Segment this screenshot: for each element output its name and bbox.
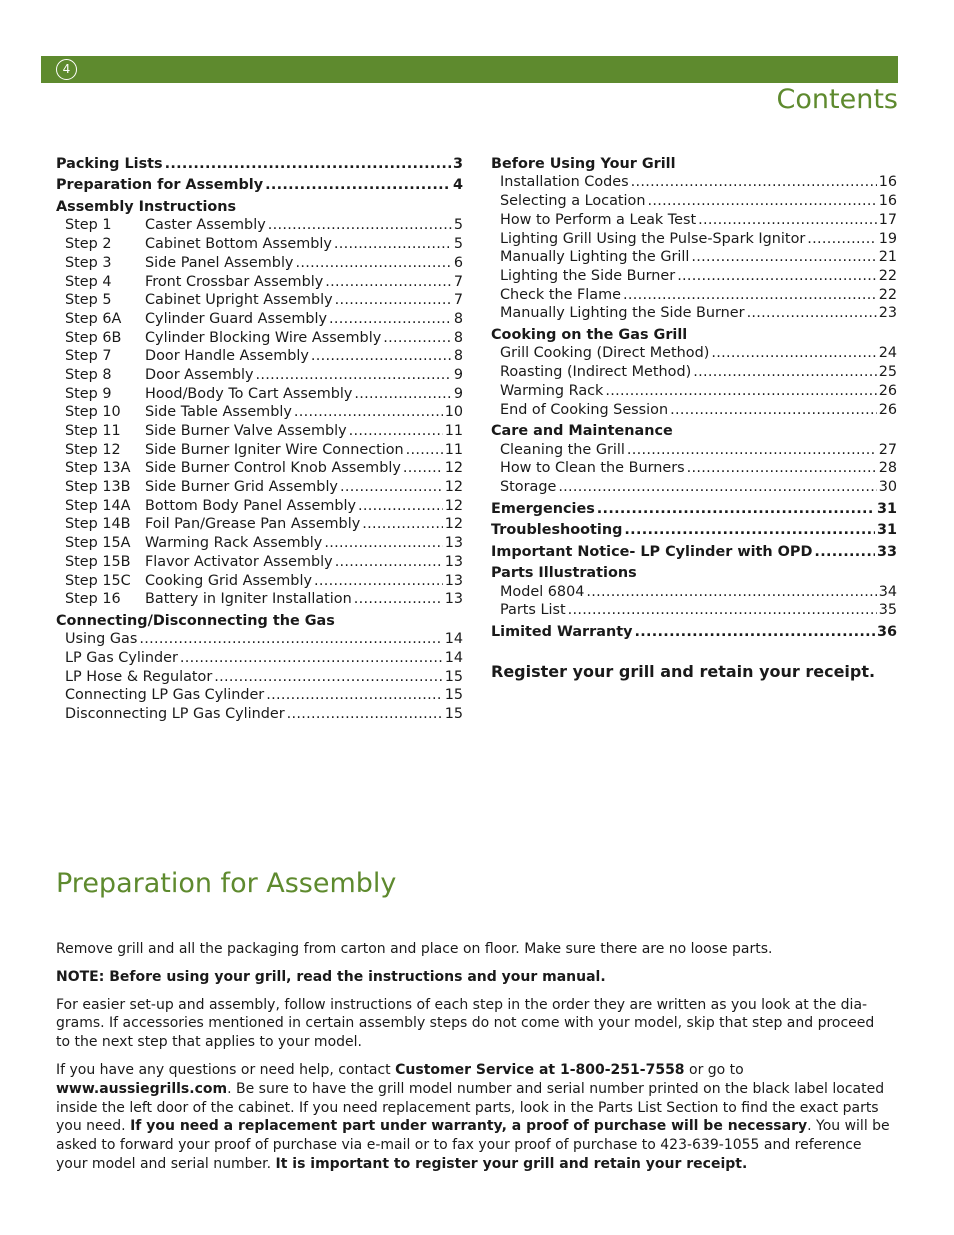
toc-entry[interactable] (56, 479, 463, 498)
toc-page-number: 31 (876, 500, 897, 517)
toc-entry[interactable] (56, 177, 463, 196)
toc-page-number: 4 (452, 177, 463, 194)
toc-page-number: 12 (444, 460, 463, 477)
contents-title: Contents (776, 84, 898, 115)
toc-entry[interactable] (491, 479, 897, 498)
toc-entry-label: How to Perform a Leak Test (500, 211, 697, 228)
toc-entry-label: LP Gas Cylinder (65, 650, 178, 667)
toc-leader-dots (334, 236, 452, 252)
toc-page-number: 34 (878, 583, 897, 600)
toc-entry-label: Lighting Grill Using the Pulse-Spark Ignitor (500, 230, 806, 247)
toc-leader-dots (597, 501, 875, 517)
toc-entry-label: Flavor Activator Assembly (145, 553, 333, 570)
toc-entry-label: Installation Codes (500, 174, 629, 191)
toc-leader-dots (335, 292, 452, 308)
toc-entry[interactable] (491, 602, 897, 621)
toc-entry[interactable] (56, 498, 463, 517)
toc-leader-dots (294, 404, 443, 420)
toc-entry-label: Manually Lighting the Grill (500, 249, 690, 266)
toc-page-number: 7 (453, 273, 463, 290)
toc-entry[interactable] (56, 217, 463, 236)
toc-entry-label: Parts List (500, 602, 566, 619)
toc-page-number: 8 (453, 310, 463, 327)
toc-entry-label: Troubleshooting (491, 522, 623, 539)
toc-step-number: Step 15A (65, 535, 131, 552)
prep-title: Preparation for Assembly (56, 868, 397, 899)
toc-page-number: 15 (444, 687, 463, 704)
toc-step-number: Step 13B (65, 479, 131, 496)
header-bar (41, 56, 898, 83)
toc-entry-label: Warming Rack Assembly (145, 535, 323, 552)
toc-page-number: 11 (444, 441, 463, 458)
toc-left-column (56, 153, 463, 725)
toc-entry[interactable] (491, 442, 897, 461)
toc-entry-label: Side Panel Assembly (145, 254, 294, 271)
toc-entry[interactable] (56, 348, 463, 367)
toc-entry[interactable] (491, 193, 897, 212)
customer-service-phone: Customer Service at 1-800-251-7558 (395, 1061, 685, 1078)
toc-entry-label: Cooking Grid Assembly (145, 572, 312, 589)
toc-entry[interactable] (491, 249, 897, 268)
text-run: . Be sure to have the grill model number and serial number printed on the black label located inside the left door of the cabinet. If you need replacement parts, look in the Parts List Section to find the exact parts you need. (56, 1080, 885, 1135)
toc-entry[interactable] (56, 404, 463, 423)
toc-page-number: 9 (453, 366, 463, 383)
toc-entry[interactable] (56, 669, 463, 688)
toc-leader-dots (266, 687, 442, 703)
toc-page-number: 21 (878, 249, 897, 266)
toc-entry-label: Connecting LP Gas Cylinder (65, 687, 265, 704)
toc-step-number: Step 5 (65, 292, 112, 309)
toc-entry-label: Cabinet Bottom Assembly (145, 236, 332, 253)
text-run: . You will be asked to forward your proof of purchase via e-mail or to fax your proof of purchase to 423-639-1055 and reference your model and serial number. (56, 1118, 890, 1172)
text-run: or go to (684, 1061, 744, 1078)
toc-entry-label: Hood/Body To Cart Assembly (145, 385, 353, 402)
toc-entry-label: Cabinet Upright Assembly (145, 292, 333, 309)
toc-page-number: 15 (444, 706, 463, 723)
toc-step-number: Step 13A (65, 460, 131, 477)
prep-note: NOTE: Before using your grill, read the instructions and your manual. (56, 968, 606, 985)
toc-leader-dots (358, 498, 443, 514)
toc-page-number: 14 (444, 631, 463, 648)
toc-step-number: Step 16 (65, 591, 121, 608)
toc-page-number: 22 (878, 286, 897, 303)
toc-entry[interactable] (491, 268, 897, 287)
toc-entry-label: Model 6804 (500, 583, 585, 600)
toc-leader-dots (586, 584, 876, 600)
prep-paragraph-1: Remove grill and all the packaging from carton and place on floor. Make sure there are no loose parts. (56, 941, 773, 957)
text-run: If you have any questions or need help, contact (56, 1061, 396, 1078)
toc-entry-label: Lighting the Side Burner (500, 267, 676, 284)
toc-leader-dots (693, 364, 876, 380)
toc-entry[interactable] (56, 535, 463, 554)
toc-page-number: 22 (878, 267, 897, 284)
toc-step-number: Step 4 (65, 273, 112, 290)
toc-entry[interactable] (56, 330, 463, 349)
toc-entry-label: Cylinder Guard Assembly (145, 310, 327, 327)
toc-entry[interactable] (56, 687, 463, 706)
toc-step-number: Step 12 (65, 441, 121, 458)
toc-leader-dots (295, 255, 451, 271)
toc-leader-dots (265, 177, 451, 193)
toc-leader-dots (180, 650, 443, 666)
toc-page-number: 24 (878, 345, 897, 362)
toc-entry[interactable] (56, 386, 463, 405)
toc-entry[interactable] (56, 554, 463, 573)
toc-step-number: Step 15C (65, 572, 131, 589)
toc-leader-dots (139, 631, 442, 647)
toc-leader-dots (403, 460, 443, 476)
toc-leader-dots (268, 217, 452, 233)
toc-page-number: 17 (878, 211, 897, 228)
toc-leader-dots (605, 383, 876, 399)
toc-entry-label: Side Burner Grid Assembly (145, 479, 338, 496)
toc-entry[interactable] (491, 624, 897, 643)
toc-leader-dots (558, 479, 876, 495)
toc-leader-dots (329, 311, 452, 327)
toc-leader-dots (627, 442, 877, 458)
toc-entry[interactable] (56, 423, 463, 442)
toc-section-heading: Before Using Your Grill (491, 155, 676, 172)
toc-entry-label: Check the Flame (500, 286, 621, 303)
toc-leader-dots (698, 212, 877, 228)
prep-body (56, 940, 892, 1183)
toc-leader-dots (354, 386, 451, 402)
toc-leader-dots (624, 522, 875, 538)
toc-entry[interactable] (491, 364, 897, 383)
toc-page-number: 31 (876, 522, 897, 539)
toc-entry-label: How to Clean the Burners (500, 460, 685, 477)
toc-entry[interactable] (56, 591, 463, 610)
toc-section-heading: Parts Illustrations (491, 565, 637, 582)
toc-leader-dots (311, 348, 452, 364)
toc-leader-dots (287, 706, 443, 722)
toc-entry[interactable] (491, 402, 897, 421)
toc-section-heading: Assembly Instructions (56, 198, 237, 215)
toc-page-number: 12 (444, 497, 463, 514)
toc-entry[interactable] (491, 287, 897, 306)
toc-step-number: Step 7 (65, 348, 112, 365)
toc-page-number: 8 (453, 329, 463, 346)
toc-step-number: Step 11 (65, 423, 121, 440)
toc-step-number: Step 15B (65, 553, 131, 570)
toc-entry-label: Grill Cooking (Direct Method) (500, 345, 710, 362)
toc-entry-label: Warming Rack (500, 382, 604, 399)
toc-entry[interactable] (491, 544, 897, 563)
toc-page-number: 35 (878, 602, 897, 619)
toc-entry[interactable] (491, 460, 897, 479)
toc-entry[interactable] (491, 383, 897, 402)
toc-leader-dots (362, 516, 442, 532)
prep-paragraph-2: For easier set-up and assembly, follow instructions of each step in the order they are written as you look at the dia-grams. If accessories mentioned in certain assembly steps do not come with your model, skip that step and proceed to the next step that applies to your model. (56, 996, 875, 1051)
toc-leader-dots (631, 174, 877, 190)
toc-leader-dots (711, 345, 876, 361)
toc-entry[interactable] (56, 292, 463, 311)
toc-entry-label: Side Burner Control Knob Assembly (145, 460, 401, 477)
toc-page-number: 9 (453, 385, 463, 402)
toc-page-number: 23 (878, 305, 897, 322)
toc-entry[interactable] (56, 442, 463, 461)
toc-entry-label: Using Gas (65, 631, 138, 648)
toc-leader-dots (647, 193, 876, 209)
toc-leader-dots (807, 231, 876, 247)
toc-entry[interactable] (56, 631, 463, 650)
toc-entry-label: Storage (500, 479, 557, 496)
toc-step-number: Step 6B (65, 329, 122, 346)
toc-leader-dots (256, 367, 452, 383)
toc-leader-dots (670, 402, 877, 418)
toc-entry-label: Roasting (Indirect Method) (500, 364, 692, 381)
toc-leader-dots (814, 544, 875, 560)
toc-page-number: 13 (444, 572, 463, 589)
toc-page-number: 12 (444, 516, 463, 533)
toc-page-number: 30 (878, 479, 897, 496)
toc-entry-label: End of Cooking Session (500, 401, 669, 418)
toc-entry[interactable] (56, 311, 463, 330)
toc-page-number: 28 (878, 460, 897, 477)
toc-entry-label: Foil Pan/Grease Pan Assembly (145, 516, 361, 533)
toc-section-heading: Cooking on the Gas Grill (491, 326, 688, 343)
toc-entry[interactable] (491, 212, 897, 231)
toc-page-number: 8 (453, 348, 463, 365)
toc-entry[interactable] (56, 706, 463, 725)
toc-leader-dots (354, 591, 443, 607)
toc-leader-dots (687, 460, 877, 476)
toc-leader-dots (214, 669, 442, 685)
toc-entry-label: Manually Lighting the Side Burner (500, 305, 745, 322)
toc-entry[interactable] (56, 236, 463, 255)
toc-page-number: 10 (444, 404, 463, 421)
toc-entry[interactable] (491, 174, 897, 193)
toc-entry[interactable] (491, 584, 897, 603)
register-reminder: It is important to register your grill and retain your receipt. (275, 1155, 748, 1172)
toc-leader-dots (406, 442, 443, 458)
toc-page-number: 13 (444, 535, 463, 552)
toc-entry[interactable] (56, 255, 463, 274)
toc-entry[interactable] (56, 573, 463, 592)
toc-entry-label: Side Table Assembly (145, 404, 292, 421)
toc-step-number: Step 8 (65, 366, 112, 383)
toc-section-heading: Care and Maintenance (491, 423, 673, 440)
toc-entry-label: Packing Lists (56, 155, 163, 172)
toc-leader-dots (568, 602, 877, 618)
toc-page-number: 14 (444, 650, 463, 667)
toc-entry[interactable] (491, 231, 897, 250)
toc-page-number: 3 (452, 155, 463, 172)
toc-leader-dots (383, 330, 452, 346)
toc-entry[interactable] (56, 274, 463, 293)
toc-right-column (491, 153, 897, 643)
toc-entry-label: Door Handle Assembly (145, 348, 309, 365)
toc-entry[interactable] (56, 156, 463, 175)
toc-page-number: 12 (444, 479, 463, 496)
toc-page-number: 16 (878, 174, 897, 191)
toc-leader-dots (165, 156, 451, 172)
toc-leader-dots (314, 573, 443, 589)
toc-step-number: Step 2 (65, 236, 112, 253)
toc-entry[interactable] (491, 522, 897, 541)
toc-entry-label: Preparation for Assembly (56, 177, 264, 194)
warranty-note: If you need a replacement part under warranty, a proof of purchase will be necessary (130, 1118, 808, 1135)
toc-page-number: 25 (878, 364, 897, 381)
toc-entry-label: Cylinder Blocking Wire Assembly (145, 329, 382, 346)
toc-leader-dots (349, 423, 443, 439)
toc-page-number: 7 (453, 292, 463, 309)
toc-entry[interactable] (56, 650, 463, 669)
toc-entry-label: LP Hose & Regulator (65, 668, 213, 685)
toc-entry-label: Emergencies (491, 500, 595, 517)
toc-page-number: 16 (878, 193, 897, 210)
toc-entry[interactable] (56, 367, 463, 386)
toc-entry[interactable] (491, 501, 897, 520)
toc-entry-label: Selecting a Location (500, 193, 646, 210)
toc-entry[interactable] (491, 305, 897, 324)
toc-step-number: Step 1 (65, 217, 112, 234)
toc-leader-dots (677, 268, 877, 284)
toc-page-number: 36 (876, 623, 897, 640)
toc-page-number: 11 (444, 423, 463, 440)
website-link[interactable]: www.aussiegrills.com (56, 1080, 228, 1097)
toc-leader-dots (324, 535, 442, 551)
register-note: Register your grill and retain your receipt. (491, 662, 876, 681)
toc-page-number: 19 (878, 230, 897, 247)
page-number-badge: 4 (56, 59, 77, 80)
toc-entry-label: Door Assembly (145, 366, 254, 383)
toc-leader-dots (325, 274, 452, 290)
toc-entry[interactable] (491, 345, 897, 364)
toc-step-number: Step 9 (65, 385, 112, 402)
toc-entry-label: Caster Assembly (145, 217, 266, 234)
toc-step-number: Step 14A (65, 497, 131, 514)
toc-step-number: Step 3 (65, 254, 112, 271)
toc-entry-label: Disconnecting LP Gas Cylinder (65, 706, 285, 723)
toc-step-number: Step 6A (65, 310, 122, 327)
toc-page-number: 26 (878, 382, 897, 399)
toc-entry-label: Cleaning the Grill (500, 441, 625, 458)
toc-entry-label: Limited Warranty (491, 623, 633, 640)
toc-leader-dots (634, 624, 875, 640)
toc-entry[interactable] (56, 460, 463, 479)
toc-section-heading: Connecting/Disconnecting the Gas (56, 612, 335, 629)
toc-entry-label: Front Crossbar Assembly (145, 273, 324, 290)
toc-page-number: 26 (878, 401, 897, 418)
toc-entry-label: Side Burner Valve Assembly (145, 423, 347, 440)
toc-leader-dots (691, 249, 876, 265)
toc-page-number: 33 (876, 543, 897, 560)
toc-step-number: Step 10 (65, 404, 121, 421)
toc-page-number: 13 (444, 553, 463, 570)
toc-page-number: 6 (453, 254, 463, 271)
toc-entry-label: Battery in Igniter Installation (145, 591, 352, 608)
prep-paragraph-3 (56, 1061, 892, 1174)
toc-leader-dots (340, 479, 443, 495)
toc-step-number: Step 14B (65, 516, 131, 533)
toc-leader-dots (747, 305, 877, 321)
toc-page-number: 5 (453, 217, 463, 234)
toc-page-number: 27 (878, 441, 897, 458)
toc-entry-label: Side Burner Igniter Wire Connection (145, 441, 404, 458)
toc-page-number: 13 (444, 591, 463, 608)
toc-page-number: 5 (453, 236, 463, 253)
toc-entry-label: Bottom Body Panel Assembly (145, 497, 357, 514)
toc-entry[interactable] (56, 516, 463, 535)
toc-entry-label: Important Notice- LP Cylinder with OPD (491, 543, 813, 560)
toc-leader-dots (335, 554, 443, 570)
toc-leader-dots (623, 287, 877, 303)
toc-page-number: 15 (444, 668, 463, 685)
